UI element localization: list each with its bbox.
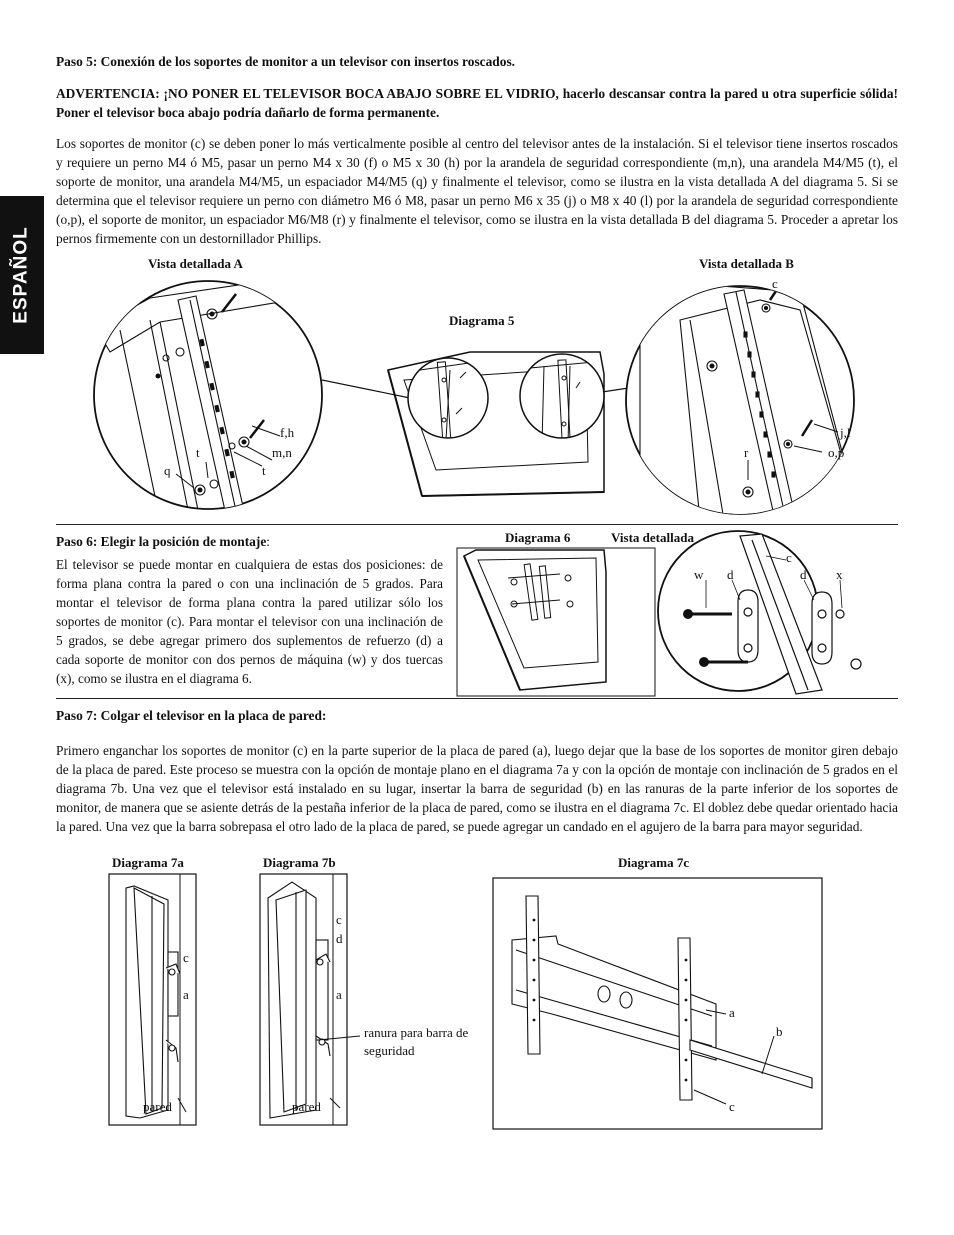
- step6-heading-colon: :: [266, 534, 271, 549]
- diagram5-title: Diagrama 5: [449, 313, 515, 328]
- diagram7c-title: Diagrama 7c: [618, 855, 690, 870]
- diag5-label-op: o,p: [828, 445, 845, 460]
- diagram5-view-b-title: Vista detallada B: [699, 256, 794, 271]
- diag5-label-jl: j,l: [840, 425, 851, 440]
- diag5-label-q: q: [164, 463, 171, 478]
- diag7a-label-c: c: [183, 950, 189, 965]
- diag7b-label-pared: pared: [292, 1099, 321, 1114]
- step5-heading: Paso 5: Conexión de los soportes de monitor a un televisor con insertos roscados.: [56, 54, 516, 69]
- step5-warning: ADVERTENCIA: ¡NO PONER EL TELEVISOR BOCA ABAJO SOBRE EL VIDRIO, hacerlo descansar contra la pared u otra superficie sólida! Poner el televisor boca abajo podría dañarlo de forma permanente.: [56, 86, 898, 120]
- step6-heading: Paso 6: Elegir la posición de montaje: [56, 534, 267, 549]
- diag7a-label-a: a: [183, 987, 189, 1002]
- diag6-label-x: x: [836, 567, 843, 582]
- diagram7b-title: Diagrama 7b: [263, 855, 336, 870]
- step5-body: Los soportes de monitor (c) se deben poner lo más verticalmente posible al centro del televisor antes de la instalación. Si el televisor tiene insertos roscados y requiere un perno M4 ó M5, pasar un perno M4 x 30 (f) o M5 x 30 (h) por la arandela de seguridad correspondiente (m,n), una arandela M4/M5 (t), el soporte de monitor, una arandela M4/M5, un espaciador M4/M5 (q) y finalmente el televisor, como se ilustra en la vista detallada A del diagrama 5. Si se determina que el televisor requiere un perno con diámetro M6 ó M8, pasar un perno M6 x 35 (j) o M8 x 40 (l) por la arandela de seguridad correspondiente (o,p), el soporte de monitor, un espaciador M6/M8 (r) y finalmente el televisor, como se ilustra en la vista detallada B del diagrama 5. Proceder a apretar los pernos firmemente con un destornillador Phillips.: [56, 136, 898, 246]
- step6-body: El televisor se puede montar en cualquiera de estas dos posiciones: de forma plana contra la pared o con una inclinación de 5 grados. Para montar el televisor de forma plana contra la pared utilizar sólo los soportes de monitor (c). Para montar el televisor con una inclinación de 5 grados, se debe agregar primero dos suplementos de refuerzo (d) a cada soporte de monitor con dos pernos de máquina (w) y dos tuercas (x), como se ilustra en el diagrama 6.: [56, 557, 443, 686]
- diag7b-label-a: a: [336, 987, 342, 1002]
- diagram5-view-a-title: Vista detallada A: [148, 256, 243, 271]
- language-tab-label: ESPAÑOL: [11, 226, 32, 324]
- diag7c-label-c: c: [729, 1099, 735, 1114]
- diag6-label-d1: d: [727, 567, 734, 582]
- step7-body: Primero enganchar los soportes de monitor (c) en la parte superior de la placa de pared (a), luego dejar que la base de los soportes de monitor giren debajo de la placa de pared. Este proceso se muestra con la opción de montaje plano en el diagrama 7a y con la opción de montaje con inclinación de 5 grados en el diagrama 7b. Una vez que el televisor está instalado en su lugar, insertar la barra de seguridad (b) en las ranuras de la parte inferior de los soportes de monitor, de manera que se asiente detrás de la pestaña inferior de la placa de pared, como se ilustra en el diagrama 7c. El doblez debe quedar orientado hacia la pared. Una vez que la barra sobrepasa el otro lado de la placa de pared, se puede agregar un candado en el agujero de la barra para mayor seguridad.: [56, 743, 898, 834]
- diagram6-title: Diagrama 6: [505, 530, 571, 545]
- diag7c-label-b: b: [776, 1024, 783, 1039]
- diag5-label-t2: t: [262, 463, 266, 478]
- diag6-label-c: c: [786, 550, 792, 565]
- diag7c-label-a: a: [729, 1005, 735, 1020]
- step7-heading: Paso 7: Colgar el televisor en la placa de pared:: [56, 708, 327, 723]
- diag7b-label-c: c: [336, 912, 342, 927]
- diag5-label-fh: f,h: [280, 425, 295, 440]
- diag7b-label-d: d: [336, 931, 343, 946]
- diag5-label-mn: m,n: [272, 445, 292, 460]
- diag7b-slot-label: ranura para barra de seguridad: [364, 1025, 469, 1058]
- diag6-label-d2: d: [800, 567, 807, 582]
- diag7a-label-pared: pared: [143, 1099, 172, 1114]
- diagram7a-title: Diagrama 7a: [112, 855, 184, 870]
- diag5-label-t1: t: [196, 445, 200, 460]
- diag6-label-w: w: [694, 567, 704, 582]
- diagram6-detail-title: Vista detallada: [611, 530, 694, 545]
- diag5-label-c: c: [772, 276, 778, 291]
- diag5-label-r: r: [744, 445, 749, 460]
